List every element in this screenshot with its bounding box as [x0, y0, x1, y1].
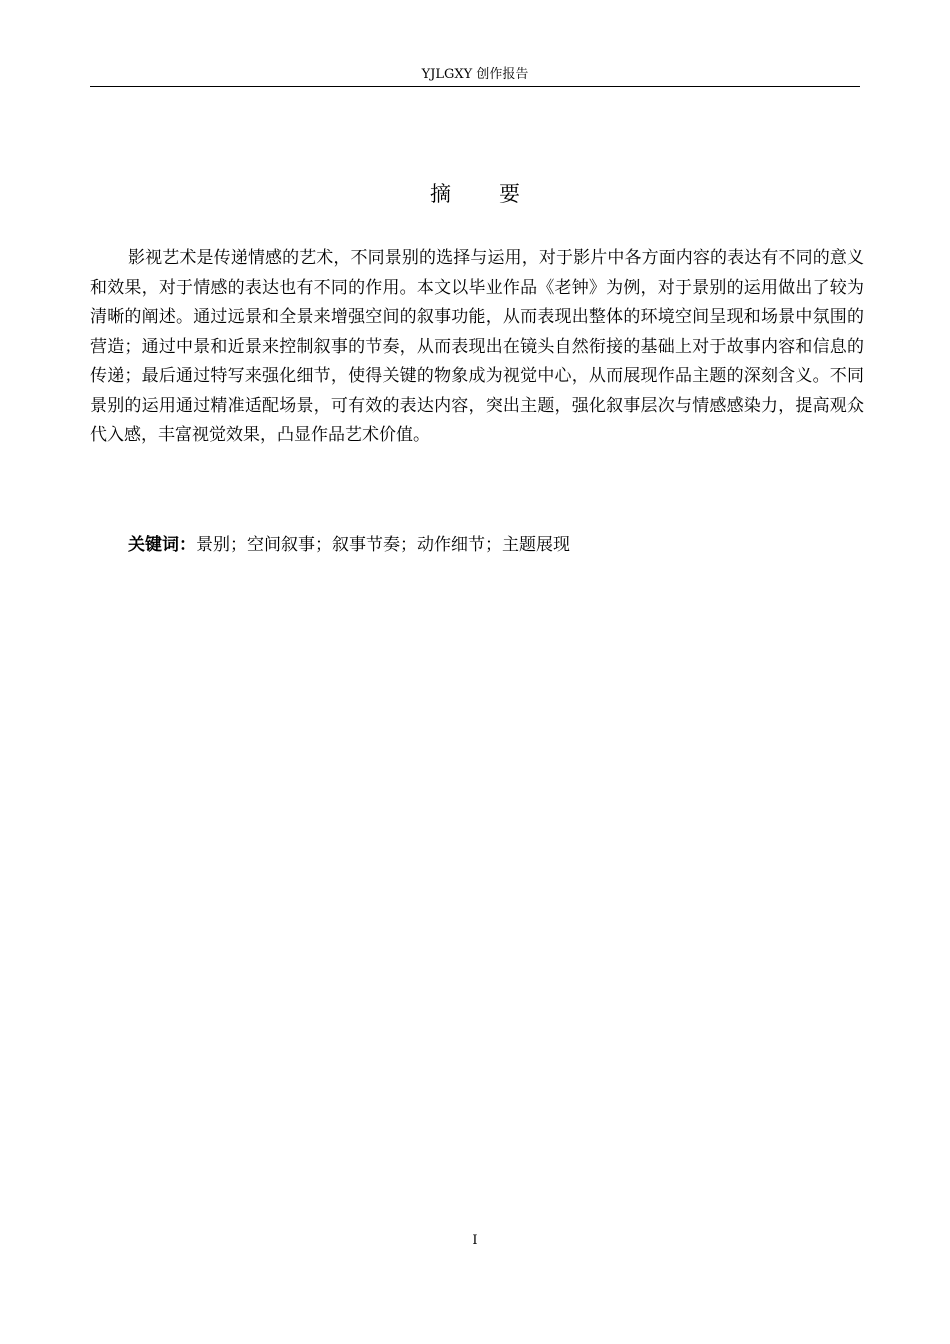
abstract-title-char-2: 要: [499, 182, 520, 206]
abstract-title-char-1: 摘: [430, 182, 451, 206]
page-number: I: [472, 1233, 478, 1248]
header-rule: [90, 86, 860, 87]
keywords-values: 景别；空间叙事；叙事节奏；动作细节；主题展现: [196, 535, 570, 555]
abstract-body: 影视艺术是传递情感的艺术，不同景别的选择与运用，对于影片中各方面内容的表达有不同的意义和效果，对于情感的表达也有不同的作用。本文以毕业作品《老钟》为例，对于景别的运用做出了较为清晰的阐述。通过远景和全景来增强空间的叙事功能，从而表现出整体的环境空间呈现和场景中氛围的营造；通过中景和近景来控制叙事的节奏，从而表现出在镜头自然衔接的基础上对于故事内容和信息的传递；最后通过特写来强化细节，使得关键的物象成为视觉中心，从而展现作品主题的深刻含义。不同景别的运用通过精准适配场景，可有效的表达内容，突出主题，强化叙事层次与情感感染力，提高观众代入感，丰富视觉效果，凸显作品艺术价值。: [90, 248, 864, 445]
abstract-title: [90, 178, 860, 210]
running-header: YJLGXY 创作报告: [421, 67, 529, 82]
keywords-line: [90, 531, 860, 560]
keywords-label: 关键词：: [128, 535, 196, 555]
